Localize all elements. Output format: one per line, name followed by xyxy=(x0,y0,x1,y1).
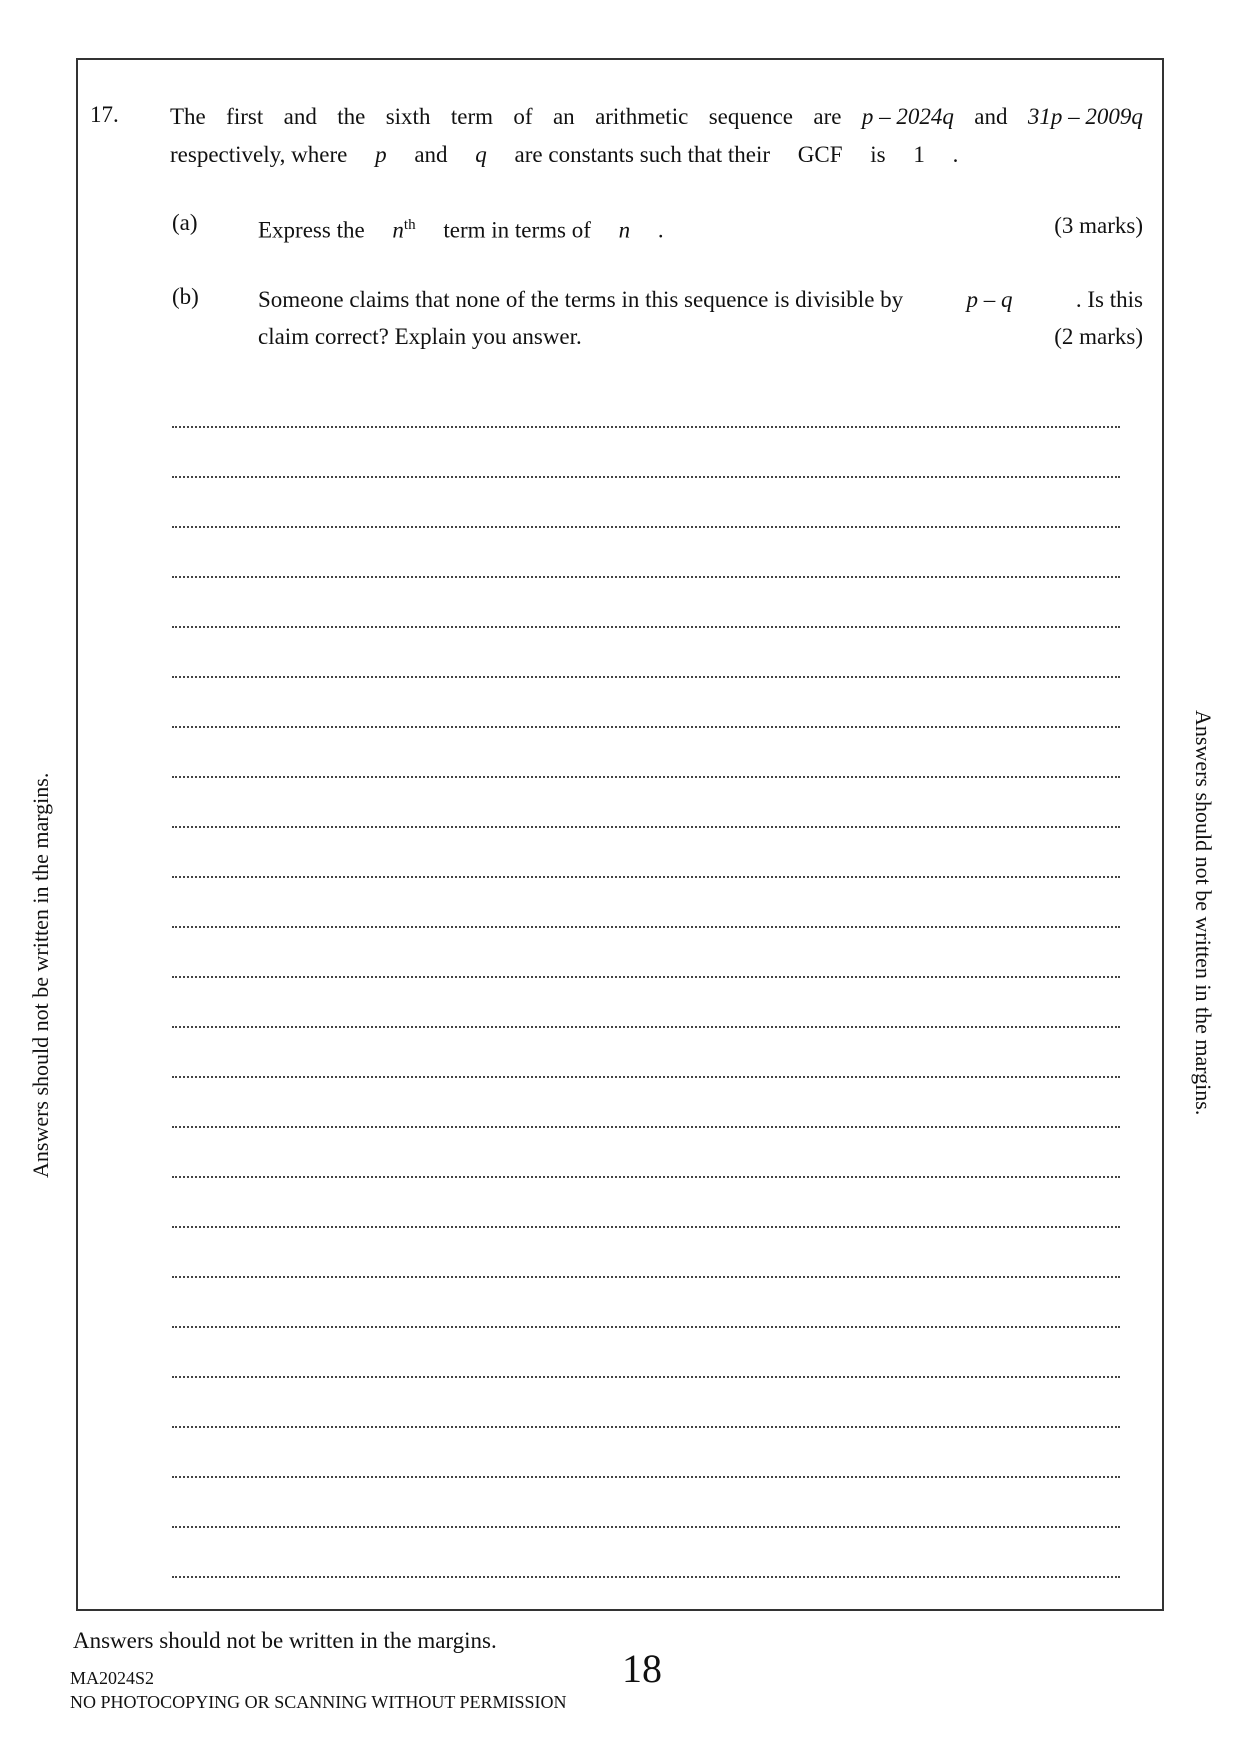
answer-line[interactable] xyxy=(172,1076,1120,1078)
stem-word: and xyxy=(414,142,448,167)
stem-word: term xyxy=(450,104,493,129)
paper-code: MA2024S2 xyxy=(70,1668,155,1688)
stem-word: the xyxy=(337,104,366,129)
part-b-line-2: claim correct? Explain you answer. xyxy=(258,324,582,349)
stem-word: The xyxy=(170,104,206,129)
permission-notice: NO PHOTOCOPYING OR SCANNING WITHOUT PERMISSION xyxy=(70,1692,567,1712)
question-stem xyxy=(170,98,1143,174)
stem-word: arithmetic xyxy=(595,104,689,129)
stem-word: is xyxy=(870,142,886,167)
answer-line[interactable] xyxy=(172,876,1120,878)
answer-line[interactable] xyxy=(172,776,1120,778)
answer-line[interactable] xyxy=(172,926,1120,928)
answer-line[interactable] xyxy=(172,1276,1120,1278)
answer-line[interactable] xyxy=(172,426,1120,428)
gcf-value: 1 xyxy=(913,142,925,167)
answer-line[interactable] xyxy=(172,1126,1120,1128)
answer-line[interactable] xyxy=(172,726,1120,728)
answer-line[interactable] xyxy=(172,626,1120,628)
answer-line[interactable] xyxy=(172,676,1120,678)
divisor-expression: p – q xyxy=(966,287,1013,312)
answer-line[interactable] xyxy=(172,1426,1120,1428)
part-a-text-after: term in terms of xyxy=(443,217,591,243)
answer-line[interactable] xyxy=(172,1376,1120,1378)
part-b-text-before: Someone claims that none of the terms in this sequence is divisible by xyxy=(258,287,904,312)
part-a-text-before: Express the xyxy=(258,217,365,243)
stem-word: and xyxy=(974,104,1008,129)
part-a-label: (a) xyxy=(172,210,198,235)
n-variable: n xyxy=(392,217,404,243)
answer-line[interactable] xyxy=(172,1526,1120,1528)
stem-line-2 xyxy=(170,136,1143,174)
sixth-term-expression: 31p – 2009q xyxy=(1027,104,1143,129)
gcf-text: GCF xyxy=(797,142,843,167)
stem-word: sixth xyxy=(385,104,431,129)
answer-line[interactable] xyxy=(172,1576,1120,1578)
answer-line[interactable] xyxy=(172,1326,1120,1328)
answer-line[interactable] xyxy=(172,826,1120,828)
answer-line[interactable] xyxy=(172,526,1120,528)
answer-line[interactable] xyxy=(172,976,1120,978)
question-number: 17. xyxy=(90,102,119,127)
variable-q: q xyxy=(475,142,487,167)
part-b-text xyxy=(258,281,1143,355)
answer-line[interactable] xyxy=(172,1226,1120,1228)
part-b-text-after: . Is this xyxy=(1075,287,1143,312)
margin-note-right: Answers should not be written in the margins. xyxy=(1191,710,1216,1116)
answer-line[interactable] xyxy=(172,1476,1120,1478)
stem-word: of xyxy=(513,104,533,129)
stem-word: sequence xyxy=(708,104,793,129)
superscript-th: th xyxy=(403,217,416,233)
stem-period: . xyxy=(952,142,959,167)
footer-margin-note: Answers should not be written in the margins. xyxy=(73,1628,497,1653)
part-a-marks: (3 marks) xyxy=(1054,213,1143,238)
stem-text: are constants such that their xyxy=(514,142,771,167)
first-term-expression: p – 2024q xyxy=(861,104,954,129)
part-a-period: . xyxy=(657,217,664,243)
variable-p: p xyxy=(375,142,387,167)
stem-text: respectively, where xyxy=(170,142,348,167)
n-variable: n xyxy=(618,217,631,243)
margin-note-left: Answers should not be written in the margins. xyxy=(28,772,53,1178)
answer-line[interactable] xyxy=(172,1026,1120,1028)
stem-word: an xyxy=(552,104,575,129)
stem-word: and xyxy=(283,104,317,129)
part-a-text xyxy=(258,207,1143,249)
answer-line[interactable] xyxy=(172,476,1120,478)
page-number: 18 xyxy=(622,1646,662,1691)
answer-line[interactable] xyxy=(172,1176,1120,1178)
answer-area[interactable] xyxy=(172,412,1120,1626)
stem-word: are xyxy=(813,104,842,129)
part-b-marks: (2 marks) xyxy=(1054,324,1143,349)
stem-word: first xyxy=(226,104,264,129)
stem-line-1 xyxy=(170,98,1143,136)
part-b-label: (b) xyxy=(172,284,199,309)
answer-line[interactable] xyxy=(172,576,1120,578)
